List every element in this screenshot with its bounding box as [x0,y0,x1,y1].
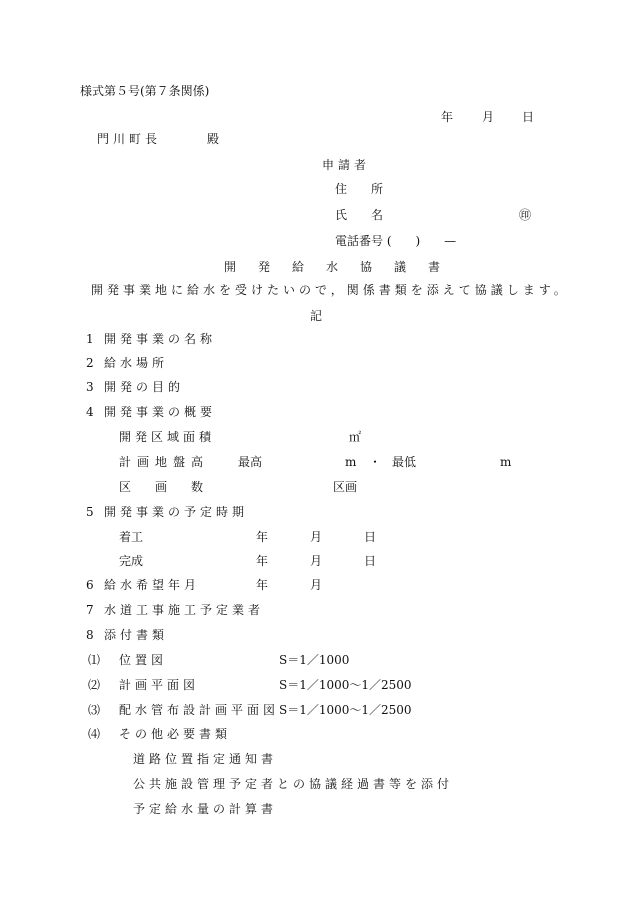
area-label: 開発区域面積 [119,430,216,444]
finish-day: 日 [364,554,377,568]
doc-3-scale: S＝1／1000〜1／2500 [279,703,412,717]
separator-dot: ・ [369,455,382,469]
item-1-label: 開発事業の名称 [104,332,217,346]
doc-3-number: ⑶ [88,703,101,717]
date-year: 年 [441,110,454,124]
document-title: 開発給水協議書 [224,260,463,274]
max-unit: m [345,455,357,469]
finish-month: 月 [310,554,323,568]
doc-2-label: 計画平面図 [119,678,200,692]
doc-1-number: ⑴ [88,653,101,667]
name-label: 氏 名 [335,208,384,222]
item-5-label: 開発事業の予定時期 [104,505,249,519]
seal-mark: ㊞ [519,208,532,222]
address-label: 住 所 [335,182,384,196]
doc-2-scale: S＝1／1000〜1／2500 [279,678,412,692]
other-doc-1: 道路位置指定通知書 [133,752,278,766]
min-label: 最低 [392,455,417,469]
item-1-number: 1 [86,332,94,346]
ki-note: 記 [310,309,323,323]
other-doc-3: 予定給水量の計算書 [133,802,278,816]
item-4-number: 4 [86,405,94,419]
doc-2-number: ⑵ [88,678,101,692]
honorific: 殿 [207,132,220,146]
phone-label: 電話番号 ( ) — [335,234,457,248]
finish-label: 完成 [119,554,144,568]
item-4-label: 開発事業の概要 [104,405,217,419]
other-doc-2: 公共施設管理予定者との協議経過書等を添付 [133,777,454,791]
doc-1-scale: S＝1／1000 [279,653,350,667]
doc-4-label: その他必要書類 [119,727,232,741]
form-number: 様式第５号(第７条関係) [80,84,210,98]
area-unit: ㎡ [349,430,362,444]
item-5-number: 5 [86,505,94,519]
finish-year: 年 [256,554,269,568]
max-label: 最高 [238,455,263,469]
start-year: 年 [256,530,269,544]
item-3-label: 開発の目的 [104,380,185,394]
doc-1-label: 位置図 [119,653,168,667]
item-6-month: 月 [310,578,323,592]
parcel-count-label: 区 画 数 [119,480,204,494]
item-3-number: 3 [86,380,94,394]
start-label: 着工 [119,530,144,544]
date-day: 日 [522,110,535,124]
ground-height-label: 計画地盤高 [119,455,210,469]
item-2-label: 給水場所 [104,356,169,370]
doc-3-label: 配水管布設計画平面図 [119,703,280,717]
start-day: 日 [364,530,377,544]
parcel-unit: 区画 [333,480,358,494]
item-7-label: 水道工事施工予定業者 [104,603,265,617]
item-8-label: 添付書類 [104,628,169,642]
applicant-heading: 申請者 [322,158,371,172]
min-unit: m [500,455,512,469]
doc-4-number: ⑷ [88,727,101,741]
item-2-number: 2 [86,356,94,370]
start-month: 月 [310,530,323,544]
date-month: 月 [482,110,495,124]
item-8-number: 8 [86,628,94,642]
intro-text: 開発事業地に給水を受けたいので，関係書類を添えて協議します。 [91,283,570,297]
item-6-number: 6 [86,578,94,592]
addressee: 門川町長 [97,132,162,146]
item-7-number: 7 [86,603,94,617]
item-6-year: 年 [256,578,269,592]
item-6-label: 給水希望年月 [104,578,201,592]
